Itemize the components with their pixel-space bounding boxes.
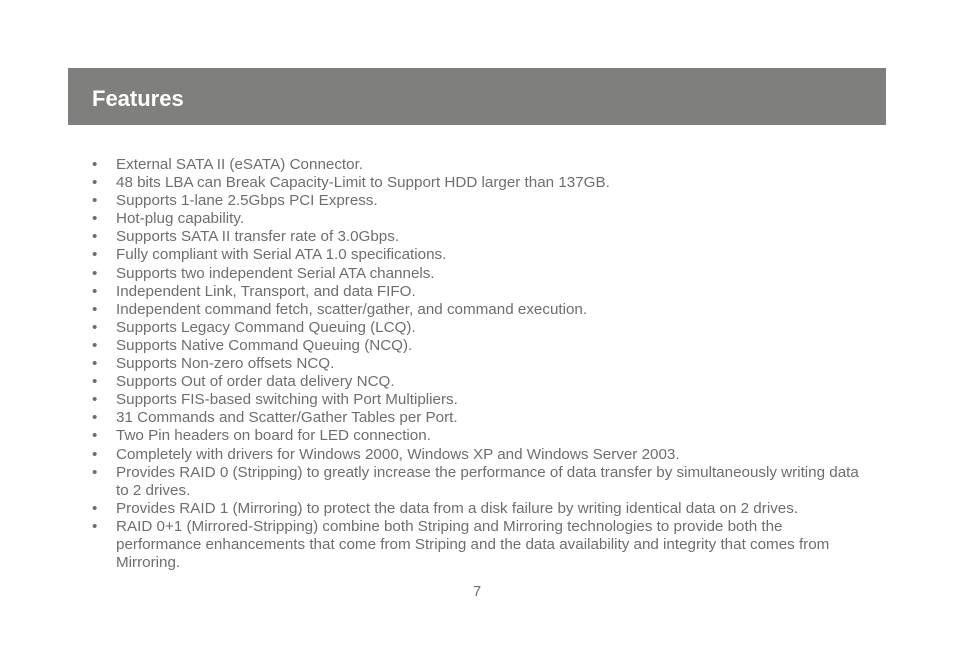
list-item: [92, 409, 862, 427]
list-item-text: 48 bits LBA can Break Capacity-Limit to Support HDD larger than 137GB.: [116, 174, 610, 192]
bullet-icon: •: [92, 336, 98, 354]
bullet-icon: •: [92, 427, 98, 445]
list-item: [92, 518, 862, 572]
list-item: [92, 319, 862, 337]
bullet-icon: •: [92, 391, 98, 409]
list-item-text: Supports Out of order data delivery NCQ.: [116, 373, 395, 391]
bullet-icon: •: [92, 174, 98, 192]
list-item-text: Supports Native Command Queuing (NCQ).: [116, 336, 413, 354]
list-item: [92, 464, 862, 500]
list-item-text: Provides RAID 1 (Mirroring) to protect the data from a disk failure by writing identical data on 2 drives.: [116, 499, 799, 517]
list-item: [92, 337, 862, 355]
bullet-icon: •: [92, 228, 98, 246]
list-item: [92, 355, 862, 373]
list-item-text: Supports two independent Serial ATA channels.: [116, 264, 435, 282]
list-item: [92, 427, 862, 445]
list-item-text: Supports SATA II transfer rate of 3.0Gbps.: [116, 228, 400, 246]
list-item: [92, 391, 862, 409]
bullet-icon: •: [92, 373, 98, 391]
feature-list: [92, 156, 862, 572]
list-item: [92, 446, 862, 464]
list-item-text: Two Pin headers on board for LED connection.: [116, 427, 431, 445]
list-item-text: Supports Legacy Command Queuing (LCQ).: [116, 318, 416, 336]
list-item-text: Independent Link, Transport, and data FIFO.: [116, 282, 416, 300]
bullet-icon: •: [92, 300, 98, 318]
bullet-icon: •: [92, 156, 98, 173]
bullet-icon: •: [92, 318, 98, 336]
list-item-text: Supports 1-lane 2.5Gbps PCI Express.: [116, 192, 378, 210]
list-item-text: Fully compliant with Serial ATA 1.0 specifications.: [116, 246, 447, 264]
list-item-text: Supports Non-zero offsets NCQ.: [116, 355, 335, 373]
list-item: [92, 210, 862, 228]
list-item-text: External SATA II (eSATA) Connector.: [116, 156, 364, 173]
list-item: [92, 301, 862, 319]
bullet-icon: •: [92, 355, 98, 373]
page-number: 7: [472, 583, 482, 600]
list-item-text: Completely with drivers for Windows 2000, Windows XP and Windows Server 2003.: [116, 445, 680, 463]
bullet-icon: •: [92, 517, 98, 535]
bullet-icon: •: [92, 445, 98, 463]
list-item: [92, 246, 862, 264]
list-item: [92, 228, 862, 246]
bullet-icon: •: [92, 499, 98, 517]
bullet-icon: •: [92, 282, 98, 300]
list-item: [92, 174, 862, 192]
list-item-text: 31 Commands and Scatter/Gather Tables per Port.: [116, 409, 458, 427]
bullet-icon: •: [92, 463, 98, 481]
list-item-text: RAID 0+1 (Mirrored-Stripping) combine both Striping and Mirroring technologies to provide both the performance enhancements that come from Striping and the data availability and integrity that comes from Mirroring.: [116, 517, 830, 572]
list-item: [92, 373, 862, 391]
section-title: Features: [92, 86, 184, 111]
list-item: [92, 283, 862, 301]
list-item-text: Supports FIS-based switching with Port Multipliers.: [116, 391, 458, 409]
list-item: [92, 500, 862, 518]
bullet-icon: •: [92, 264, 98, 282]
list-item: [92, 192, 862, 210]
list-item: [92, 265, 862, 283]
bullet-icon: •: [92, 192, 98, 210]
list-item-text: Provides RAID 0 (Stripping) to greatly increase the performance of data transfer by simultaneously writing data to 2 drives.: [116, 463, 859, 499]
bullet-icon: •: [92, 409, 98, 427]
bullet-icon: •: [92, 210, 98, 228]
list-item-text: Hot-plug capability.: [116, 210, 245, 228]
list-item-text: Independent command fetch, scatter/gather, and command execution.: [116, 300, 588, 318]
bullet-icon: •: [92, 246, 98, 264]
section-header-bar: [68, 68, 886, 125]
list-item: [92, 156, 862, 174]
